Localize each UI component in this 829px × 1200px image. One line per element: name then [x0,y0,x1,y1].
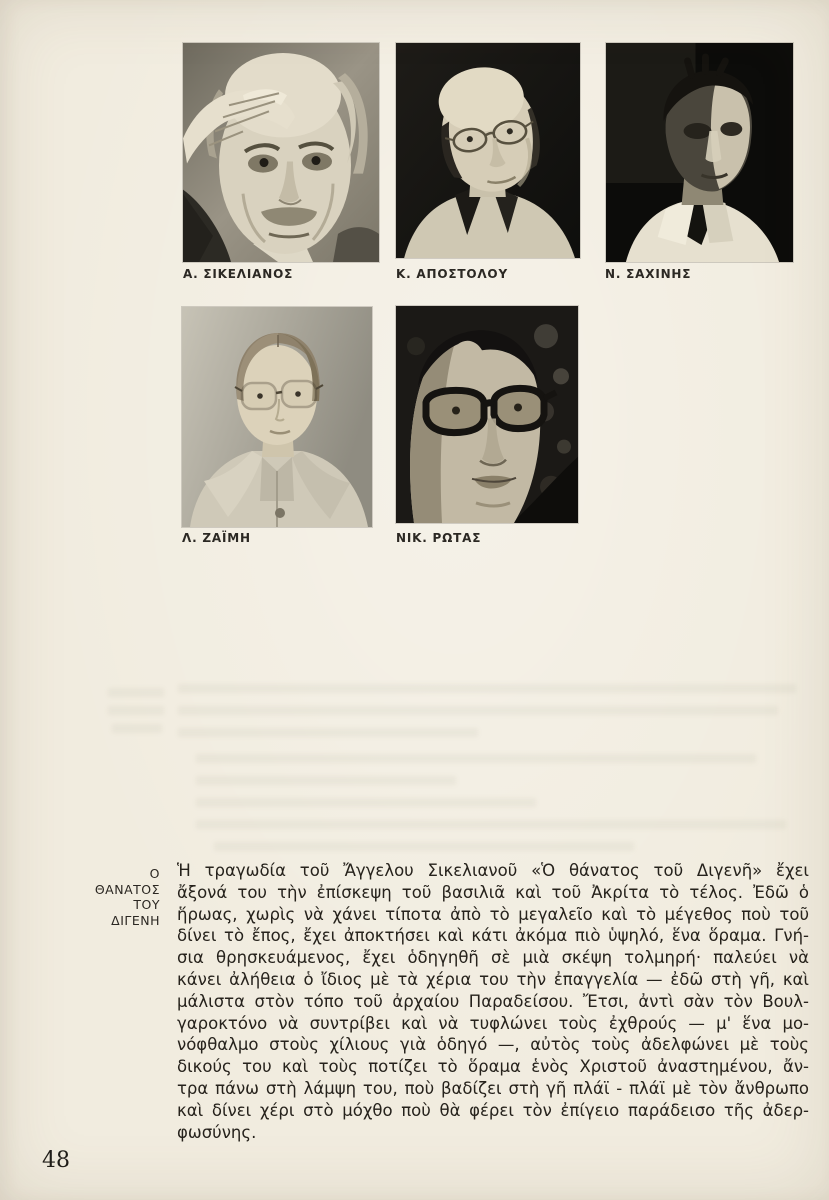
article-text-line: ἄξονά του τὴν ἐπίσκεψη τοῦ βασιλιᾶ καὶ τοῦ Ἀκρίτα τὸ τέλος. Ἐδῶ ὁ [177,882,809,902]
portrait-photo-sikelianos [183,43,379,262]
sidebar-title-line: Ο [149,866,160,881]
article-text-line: δίνει τὸ ἔπος, ἔχει ἀποκτήσει καὶ κάτι ἀκόμα πιὸ ὑψηλό, ἕνα ὅραμα. Γνή- [177,926,809,946]
article-text-line: γαροκτόνο νὰ συντρίβει καὶ νὰ τυφλώνει τοὺς ἐχθρούς — μ' ἕνα μο- [177,1013,809,1033]
portrait-illustration-zaimi [182,307,372,527]
article-sidebar-title [70,866,160,928]
article-text-line: φωσύνης. [177,1122,257,1142]
sidebar-title-line: ΔΙΓΕΝΗ [111,912,160,928]
portrait-illustration-sachinis [606,43,793,262]
article-text-line: δικούς του καὶ τοὺς ποτίζει τὸ ὅραμα ἑνὸς Χριστοῦ ἀναστημένου, ἄν- [177,1057,809,1077]
article-text-line: νόφθαλμο στοὺς χίλιους γιὰ ὁδηγό —, αὐτὸς τοὺς ἀδελφώνει μὲ τοὺς [177,1035,809,1055]
photo-caption-sachinis: Ν. ΣΑΧΙΝΗΣ [605,267,692,281]
portrait-illustration-apostolou [396,43,580,258]
portrait-photo-sachinis [606,43,793,262]
article-text-line: μάλιστα στὸν τόπο τοῦ ἀρχαίου Παραδείσου. Ἔτσι, ἀντὶ σὰν τὸν Βουλ- [177,991,809,1011]
article-text-line: σια θρησκευάμενος, ἔχει ὁδηγηθῆ σὲ μιὰ σκέψη τολμηρή· παλεύει νὰ [177,948,809,968]
article-body [177,860,809,1143]
portrait-photo-rotas [396,306,578,523]
photo-caption-zaimi: Λ. ΖΑΪΜΗ [182,531,251,545]
sidebar-title-line: ΘΑΝΑΤΟΣ [94,881,160,897]
photo-caption-sikelianos: Α. ΣΙΚΕΛΙΑΝΟΣ [183,267,294,281]
photo-caption-apostolou: Κ. ΑΠΟΣΤΟΛΟΥ [396,267,508,281]
article-text-line: τρα πάνω στὴ λάμψη του, ποὺ βαδίζει στὴ γῆ πλάϊ - πλάϊ μὲ τὸν ἄνθρωπο [177,1078,809,1098]
portrait-illustration-rotas [396,306,578,523]
article-text-line: καὶ δίνει χέρι στὸ μόχθο ποὺ θὰ φέρει τὸν ἐπίγειο παράδεισο τῆς ἀδερ- [177,1100,809,1120]
portrait-photo-zaimi [182,307,372,527]
photo-caption-rotas: ΝΙΚ. ΡΩΤΑΣ [396,531,482,545]
article-text-line: κάνει ἀλήθεια ὁ ἴδιος μὲ τὰ χέρια του τὴν ἐπαγγελία — ἐδῶ στὴ γῆ, καὶ [177,969,809,989]
portrait-illustration-sikelianos [183,43,379,262]
article-text-line: Ἡ τραγωδία τοῦ Ἄγγελου Σικελιανοῦ «Ὁ θάνατος τοῦ Διγενῆ» ἔχει [177,861,809,880]
sidebar-title-line: ΤΟΥ [133,897,160,913]
page-number: 48 [42,1148,70,1173]
article-text-line: ἥρωας, χωρὶς νὰ χάνει τίποτα ἀπὸ τὸ μεγαλεῖο καὶ τὸ μέγεθος ποὺ τοῦ [177,904,809,924]
portrait-photo-apostolou [396,43,580,258]
